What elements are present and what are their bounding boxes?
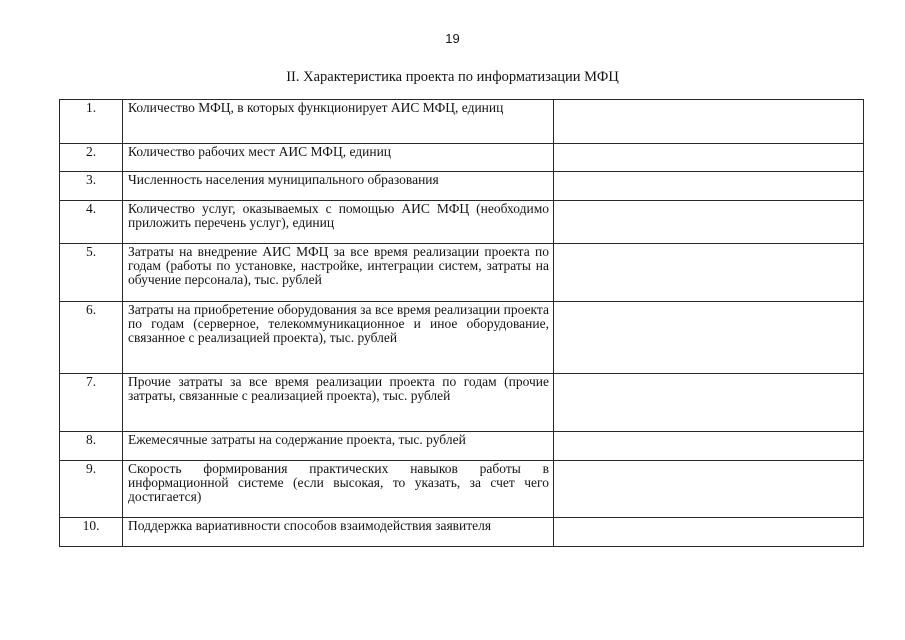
row-number: 2. [60,144,123,172]
row-value-cell[interactable] [554,432,864,461]
row-number: 5. [60,244,123,302]
row-description: Затраты на внедрение АИС МФЦ за все время реализации проекта по годам (работы по установке, настройке, интеграции систем, затраты на обучение персонала), тыс. рублей [123,244,554,302]
row-number: 10. [60,518,123,547]
table-row [60,518,864,547]
row-number: 3. [60,172,123,201]
row-description: Ежемесячные затраты на содержание проекта, тыс. рублей [123,432,554,461]
table-row [60,100,864,144]
row-description: Количество МФЦ, в которых функционирует АИС МФЦ, единиц [123,100,554,144]
page-number: 19 [445,31,460,46]
row-value-cell[interactable] [554,201,864,244]
row-value-cell[interactable] [554,374,864,432]
row-number: 6. [60,302,123,374]
row-description: Численность населения муниципального образования [123,172,554,201]
table-row [60,302,864,374]
row-value-cell[interactable] [554,302,864,374]
row-number: 7. [60,374,123,432]
row-description: Поддержка вариативности способов взаимодействия заявителя [123,518,554,547]
row-number: 8. [60,432,123,461]
section-title: II. Характеристика проекта по информатизации МФЦ [286,69,619,85]
project-characteristics-table-container [59,99,854,547]
row-number: 9. [60,461,123,518]
row-number: 4. [60,201,123,244]
table-row [60,144,864,172]
table-row [60,201,864,244]
table-row [60,244,864,302]
table-row [60,374,864,432]
row-description: Затраты на приобретение оборудования за все время реализации проекта по годам (серверное, телекоммуникационное и иное оборудование, связанное с реализацией проекта), тыс. рублей [123,302,554,374]
row-value-cell[interactable] [554,518,864,547]
project-characteristics-table [59,99,864,547]
table-row [60,432,864,461]
table-row [60,461,864,518]
row-value-cell[interactable] [554,461,864,518]
row-value-cell[interactable] [554,100,864,144]
row-number: 1. [60,100,123,144]
row-value-cell[interactable] [554,244,864,302]
row-value-cell[interactable] [554,172,864,201]
row-description: Количество рабочих мест АИС МФЦ, единиц [123,144,554,172]
row-description: Количество услуг, оказываемых с помощью АИС МФЦ (необходимо приложить перечень услуг), единиц [123,201,554,244]
row-value-cell[interactable] [554,144,864,172]
row-description: Скорость формирования практических навыков работы в информационной системе (если высокая, то указать, за счет чего достигается) [123,461,554,518]
table-row [60,172,864,201]
row-description: Прочие затраты за все время реализации проекта по годам (прочие затраты, связанные с реализацией проекта), тыс. рублей [123,374,554,432]
